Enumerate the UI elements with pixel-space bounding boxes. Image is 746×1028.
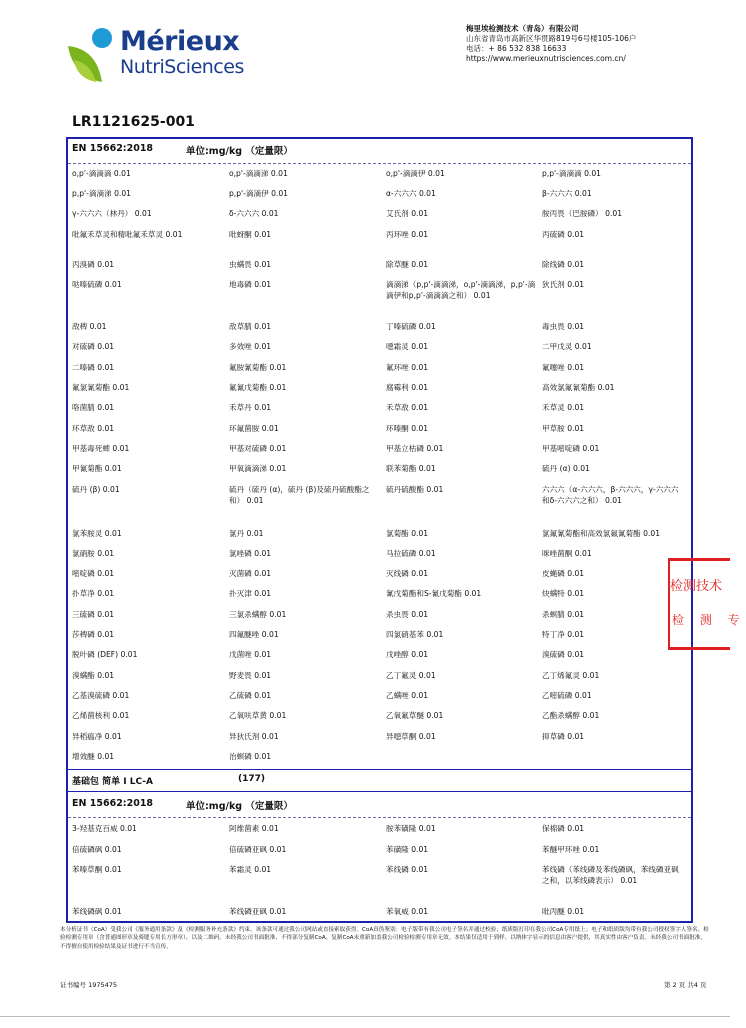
analyte-cell: δ-六六六 0.01 bbox=[229, 209, 279, 218]
analyte-cell: 噁霜灵 0.01 bbox=[386, 342, 429, 351]
section2-divider bbox=[68, 817, 691, 818]
page-bottom-rule bbox=[0, 1016, 730, 1017]
analyte-cell: 苯线磷（苯线磷及苯线磷砜，苯线磷亚砜之和，以苯线磷表示） 0.01 bbox=[542, 865, 679, 885]
analyte-cell: 异噁草酮 0.01 bbox=[386, 732, 436, 741]
analyte-cell: 扑草净 0.01 bbox=[72, 589, 115, 598]
analyte-cell: 苯氧威 0.01 bbox=[386, 907, 429, 916]
analyte-cell: 苯醚甲环唑 0.01 bbox=[542, 845, 600, 854]
analyte-cell: 吡蚜酮 0.01 bbox=[229, 230, 272, 239]
analyte-cell: 狄氏剂 0.01 bbox=[542, 280, 585, 289]
analyte-cell: 氯唑磷 0.01 bbox=[229, 549, 272, 558]
report-id: LR1121625-001 bbox=[72, 114, 195, 130]
analyte-cell: 保棉磷 0.01 bbox=[542, 824, 585, 833]
analyte-cell: 异狄氏剂 0.01 bbox=[229, 732, 279, 741]
analyte-cell: 硫丹 (α) 0.01 bbox=[542, 464, 590, 473]
analyte-cell: 溴硫磷 0.01 bbox=[542, 650, 585, 659]
analyte-cell: 增效醚 0.01 bbox=[72, 752, 115, 761]
section1-divider bbox=[68, 163, 691, 164]
company-info bbox=[466, 24, 636, 64]
page-number: 第 2 页 共4 页 bbox=[664, 981, 707, 989]
analyte-cell: 异稻瘟净 0.01 bbox=[72, 732, 122, 741]
analyte-cell: 毒虫畏 0.01 bbox=[542, 322, 585, 331]
analyte-cell: 嘧啶磷 0.01 bbox=[72, 569, 115, 578]
section1-unit: 单位:mg/kg （定量限） bbox=[186, 146, 293, 157]
analyte-cell: 乙嘧硫磷 0.01 bbox=[542, 691, 592, 700]
analyte-cell: 胺苯磺隆 0.01 bbox=[386, 824, 436, 833]
analyte-cell: 苯线磷砜 0.01 bbox=[72, 907, 122, 916]
official-seal bbox=[668, 558, 746, 650]
analyte-cell: 腐霉利 0.01 bbox=[386, 383, 429, 392]
seal-text-2: 检 测 专 bbox=[672, 613, 746, 627]
analyte-cell: 溴螨酯 0.01 bbox=[72, 671, 115, 680]
analyte-cell: 氟胺氰菊酯 0.01 bbox=[229, 363, 287, 372]
analyte-cell: 乙螨唑 0.01 bbox=[386, 691, 429, 700]
analyte-cell: 抑草磷 0.01 bbox=[542, 732, 585, 741]
section1-header bbox=[68, 139, 691, 159]
package-label: 基础包 简单 I LC-A bbox=[72, 777, 153, 787]
analyte-cell: 苯嗪草酮 0.01 bbox=[72, 865, 122, 874]
analyte-cell: 扑灭津 0.01 bbox=[229, 589, 272, 598]
analyte-cell: 咪唑菌酮 0.01 bbox=[542, 549, 592, 558]
analyte-cell: 虫螨畏 0.01 bbox=[229, 260, 272, 269]
analyte-cell: 甲氰菊酯 0.01 bbox=[72, 464, 122, 473]
section2-unit: 单位:mg/kg （定量限） bbox=[186, 801, 293, 812]
disclaimer-text: 本分析证书（CoA）受我公司《服务通用条款》及《检测服务补充条款》约束，该条款可通过我公司网站或直接索取获得。CoA真伪鉴别：电子版带有我公司电子签名并通过校验；纸质版打印在我公司CoA专用纸上；电子和纸质版均带有我公司授权签字人签名、检验检测专用章（含普通图形章及骑缝专用长方形章），以及二维码。未经我公司书面批准，不得部分复制CoA。复制CoA未重新加盖我公司检验检测专用章无效。本结果仅适用于到样。以纳体字显示的信息由客户提供，其真实性由客户负责。未经我公司书面批准，不得擅自使用检验结果及证书进行不当宣传。 bbox=[60, 927, 709, 950]
analyte-cell: 甲基对硫磷 0.01 bbox=[229, 444, 287, 453]
analyte-cell: 氯丹 0.01 bbox=[229, 529, 264, 538]
analyte-cell: 莎稗磷 0.01 bbox=[72, 630, 115, 639]
analyte-cell: 丁嗪硫磷 0.01 bbox=[386, 322, 436, 331]
analyte-cell: 乙氧氟草醚 0.01 bbox=[386, 711, 444, 720]
analyte-cell: 四氟醚唑 0.01 bbox=[229, 630, 279, 639]
company-phone: 电话：+ 86 532 838 16633 bbox=[466, 44, 567, 53]
section1-standard: EN 15662:2018 bbox=[72, 143, 154, 154]
analyte-cell: 特丁净 0.01 bbox=[542, 630, 585, 639]
package-row bbox=[72, 774, 266, 787]
analyte-cell: 氟噻唑 0.01 bbox=[542, 363, 585, 372]
analyte-cell: 地毒磷 0.01 bbox=[229, 280, 272, 289]
analyte-cell: 二嗪磷 0.01 bbox=[72, 363, 115, 372]
analyte-cell: 硫丹（硫丹 (α)，硫丹 (β)及硫丹硫酸酯之和） 0.01 bbox=[229, 485, 370, 505]
analyte-cell: 倍硫磷亚砜 0.01 bbox=[229, 845, 287, 854]
analyte-cell: 三氯杀螨醇 0.01 bbox=[229, 610, 287, 619]
analyte-cell: p,p'-滴滴伊 0.01 bbox=[229, 189, 288, 198]
analyte-cell: 丙硫磷 0.01 bbox=[542, 230, 585, 239]
analyte-cell: 氯氟氰菊酯和高效氯氟氰菊酯 0.01 bbox=[542, 529, 661, 538]
merieux-logo bbox=[66, 26, 256, 84]
company-url[interactable]: https://www.merieuxnutrisciences.com.cn/ bbox=[466, 54, 626, 63]
analyte-cell: 马拉硫磷 0.01 bbox=[386, 549, 436, 558]
analyte-cell: 苯磺隆 0.01 bbox=[386, 845, 429, 854]
analyte-cell: 禾草丹 0.01 bbox=[229, 403, 272, 412]
logo-text-nutrisciences: NutriSciences bbox=[120, 56, 244, 78]
analyte-cell: 氟氯氰菊酯 0.01 bbox=[72, 383, 130, 392]
analyte-cell: 苯霜灵 0.01 bbox=[229, 865, 272, 874]
analyte-cell: 氯苯胺灵 0.01 bbox=[72, 529, 122, 538]
analyte-cell: 甲草胺 0.01 bbox=[542, 424, 585, 433]
logo-mark-icon bbox=[66, 26, 118, 84]
analyte-cell: 多效唑 0.01 bbox=[229, 342, 272, 351]
analyte-cell: 甲基毒死蜱 0.01 bbox=[72, 444, 130, 453]
analyte-cell: γ-六六六（林丹） 0.01 bbox=[72, 209, 152, 218]
analyte-cell: 甲基嘧啶磷 0.01 bbox=[542, 444, 600, 453]
logo-text-merieux: Mérieux bbox=[120, 26, 240, 57]
analyte-cell: 敌草腈 0.01 bbox=[229, 322, 272, 331]
analyte-cell: 灭菌磷 0.01 bbox=[229, 569, 272, 578]
analyte-cell: 氯菊酯 0.01 bbox=[386, 529, 429, 538]
analyte-cell: 四氯硝基苯 0.01 bbox=[386, 630, 444, 639]
analyte-cell: 环嗪酮 0.01 bbox=[386, 424, 429, 433]
analyte-cell: 咯菌腈 0.01 bbox=[72, 403, 115, 412]
analyte-cell: 对硫磷 0.01 bbox=[72, 342, 115, 351]
analyte-cell: 灭线磷 0.01 bbox=[386, 569, 429, 578]
package-count: (177) bbox=[238, 774, 266, 784]
analyte-cell: 皮蝇磷 0.01 bbox=[542, 569, 585, 578]
analyte-cell: 丙环唑 0.01 bbox=[386, 230, 429, 239]
analyte-cell: 二甲戊灵 0.01 bbox=[542, 342, 592, 351]
package-divider-bottom bbox=[66, 791, 693, 792]
analyte-cell: 吡氟禾草灵和精吡氟禾草灵 0.01 bbox=[72, 230, 183, 239]
analyte-cell: 禾草敌 0.01 bbox=[386, 403, 429, 412]
analyte-cell: 丙溴磷 0.01 bbox=[72, 260, 115, 269]
analyte-cell: o,p'-滴滴滴 0.01 bbox=[72, 169, 131, 178]
analyte-cell: 乙丁氟灵 0.01 bbox=[386, 671, 436, 680]
analyte-cell: 苯线磷亚砜 0.01 bbox=[229, 907, 287, 916]
analyte-cell: 氰戊菊酯和S-氰戊菊酯 0.01 bbox=[386, 589, 482, 598]
analyte-cell: 禾草灵 0.01 bbox=[542, 403, 585, 412]
analyte-cell: 脱叶磷 (DEF) 0.01 bbox=[72, 650, 138, 659]
analyte-cell: 野麦畏 0.01 bbox=[229, 671, 272, 680]
section2-standard: EN 15662:2018 bbox=[72, 798, 154, 809]
analyte-cell: 除线磷 0.01 bbox=[542, 260, 585, 269]
analyte-cell: 乙酯杀螨醇 0.01 bbox=[542, 711, 600, 720]
analyte-cell: 甲氧滴滴涕 0.01 bbox=[229, 464, 287, 473]
analyte-cell: 戊唑醇 0.01 bbox=[386, 650, 429, 659]
analyte-cell: 杀螟腈 0.01 bbox=[542, 610, 585, 619]
analyte-cell: 环氟菌胺 0.01 bbox=[229, 424, 279, 433]
analyte-cell: o,p'-滴滴伊 0.01 bbox=[386, 169, 445, 178]
analyte-cell: 敌稗 0.01 bbox=[72, 322, 107, 331]
analyte-cell: 滴滴涕（p,p'-滴滴涕，o,p'-滴滴涕，p,p'-滴滴伊和p,p'-滴滴滴之和） 0.01 bbox=[386, 280, 536, 300]
company-name: 梅里埃检测技术（青岛）有限公司 bbox=[466, 24, 579, 33]
company-address: 山东省青岛市高新区华贯路819号6号楼105-106户 bbox=[466, 34, 637, 43]
analyte-cell: 胺丙畏（巴胺磷） 0.01 bbox=[542, 209, 623, 218]
analyte-cell: 六六六（α-六六六，β-六六六，γ-六六六和δ-六六六之和） 0.01 bbox=[542, 485, 679, 505]
analyte-cell: 3-羟基克百威 0.01 bbox=[72, 824, 137, 833]
analyte-cell: 硫丹硫酸酯 0.01 bbox=[386, 485, 444, 494]
seal-text-1: 检测技术 bbox=[670, 579, 723, 594]
analyte-cell: o,p'-滴滴涕 0.01 bbox=[229, 169, 288, 178]
analyte-cell: 乙烯菌核利 0.01 bbox=[72, 711, 130, 720]
analyte-cell: 环草敌 0.01 bbox=[72, 424, 115, 433]
analyte-cell: 氯硝胺 0.01 bbox=[72, 549, 115, 558]
analyte-cell: 联苯菊酯 0.01 bbox=[386, 464, 436, 473]
analyte-cell: 阿维菌素 0.01 bbox=[229, 824, 279, 833]
analyte-cell: 哒嗪硫磷 0.01 bbox=[72, 280, 122, 289]
certificate-number: 证书编号 1975475 bbox=[60, 981, 118, 989]
analyte-cell: p,p'-滴滴涕 0.01 bbox=[72, 189, 131, 198]
analyte-cell: 氟环唑 0.01 bbox=[386, 363, 429, 372]
analyte-cell: 乙氧呋草黄 0.01 bbox=[229, 711, 287, 720]
analyte-cell: α-六六六 0.01 bbox=[386, 189, 436, 198]
analyte-cell: 甲基立枯磷 0.01 bbox=[386, 444, 444, 453]
analyte-cell: 吡丙醚 0.01 bbox=[542, 907, 585, 916]
analyte-cell: 乙基溴硫磷 0.01 bbox=[72, 691, 130, 700]
analyte-cell: p,p'-滴滴滴 0.01 bbox=[542, 169, 601, 178]
analyte-cell: 戊菌唑 0.01 bbox=[229, 650, 272, 659]
analyte-cell: 氟氰戊菊酯 0.01 bbox=[229, 383, 287, 392]
analyte-cell: 苯线磷 0.01 bbox=[386, 865, 429, 874]
analyte-cell: 倍硫磷砜 0.01 bbox=[72, 845, 122, 854]
analyte-cell: 炔螨特 0.01 bbox=[542, 589, 585, 598]
analyte-cell: 治螟磷 0.01 bbox=[229, 752, 272, 761]
section2-header bbox=[68, 794, 691, 814]
analyte-cell: 除草醚 0.01 bbox=[386, 260, 429, 269]
analyte-cell: 乙硫磷 0.01 bbox=[229, 691, 272, 700]
analyte-cell: 乙丁烯氟灵 0.01 bbox=[542, 671, 600, 680]
analyte-cell: 三硫磷 0.01 bbox=[72, 610, 115, 619]
analyte-cell: β-六六六 0.01 bbox=[542, 189, 592, 198]
analyte-cell: 硫丹 (β) 0.01 bbox=[72, 485, 120, 494]
package-divider-top bbox=[66, 769, 693, 770]
analyte-cell: 艾氏剂 0.01 bbox=[386, 209, 429, 218]
analyte-cell: 杀虫畏 0.01 bbox=[386, 610, 429, 619]
analyte-cell: 高效氯氟氰菊酯 0.01 bbox=[542, 383, 615, 392]
